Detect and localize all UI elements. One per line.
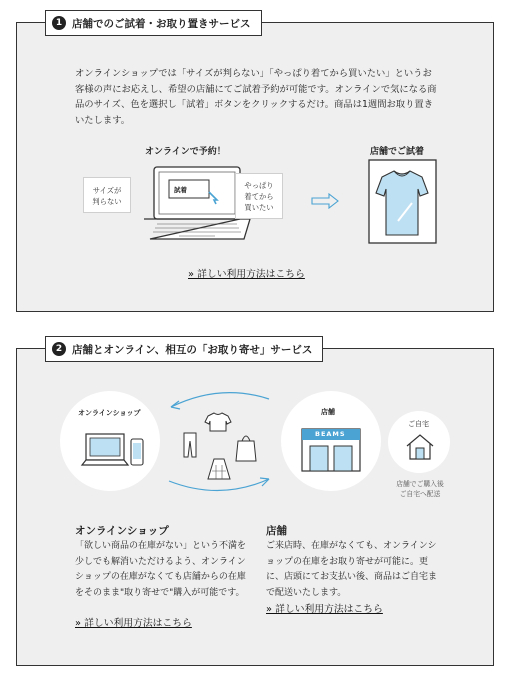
bubble-text-line: サイズが [92,186,122,195]
speech-bubble-try [235,173,283,219]
online-shop-circle-label: オンラインショップ [78,409,141,417]
store-description: ご来店時、在庫がなくても、オンラインショップの在庫をお取り寄せが可能に。更に、店頭にてお支払い後、商品はご自宅まで配送いたします。 [266,541,438,598]
clothing-items-icon [182,411,262,481]
section-number-badge: 1 [52,16,66,30]
home-caption-line: 店舗でご購入後 [396,480,444,488]
section-title [45,10,262,36]
section-number-badge: 2 [52,342,66,356]
bubble-text-line: やっぱり [244,181,274,190]
store-circle-label: 店舗 [321,408,335,416]
store-try-on-label: 店舗でご試着 [370,147,425,157]
mirror-tshirt-icon [368,159,438,245]
online-shop-description: 「欲しい商品の在庫がない」という不満を少しでも解消いただけるよう、オンラインショップの在庫がなくても店舗からの在庫をそのまま"取り寄せで"購入が可能です。 [75,541,247,598]
laptop-phone-icon [82,433,144,475]
online-reserve-label: オンラインで予約！ [145,147,226,157]
detail-link[interactable]: » 詳しい利用方法はこちら [188,269,305,280]
home-caption [389,479,451,499]
intro-text: オンラインショップでは「サイズが判らない」「やっぱり着てから買いたい」というお客様の声にお応えし、希望の店舗にてご試着予約が可能です。オンラインで気になる商品のサイズ、色を選択し「試着」ボタンをクリックするだけ。商品は1週間お取り置きいたします。 [75,68,437,126]
speech-bubble-size [83,177,131,213]
online-shop-heading: オンラインショップ [75,525,169,537]
online-detail-link[interactable]: » 詳しい利用方法はこちら [75,618,192,629]
store-heading: 店舗 [266,525,287,537]
home-caption-line: ご自宅へ配送 [399,490,441,498]
house-icon [405,433,435,461]
store-detail-link[interactable]: » 詳しい利用方法はこちら [266,604,383,615]
store-sign: BEAMS [315,430,346,438]
section-try-on [16,17,494,312]
bubble-text-line: 判らない [92,197,122,206]
section-title-text: 店舗とオンライン、相互の「お取り寄せ」サービス [72,343,313,356]
bubble-text-line: 着てから [244,192,274,201]
home-circle-label: ご自宅 [408,420,429,428]
arrow-right-icon [311,193,339,209]
section-order-service [16,343,494,666]
section-title-text: 店舗でのご試着・お取り置きサービス [72,17,251,30]
screen-try-on-button: 試着 [174,186,187,194]
bubble-text-line: 買いたい [244,203,274,212]
section-title [45,336,323,362]
